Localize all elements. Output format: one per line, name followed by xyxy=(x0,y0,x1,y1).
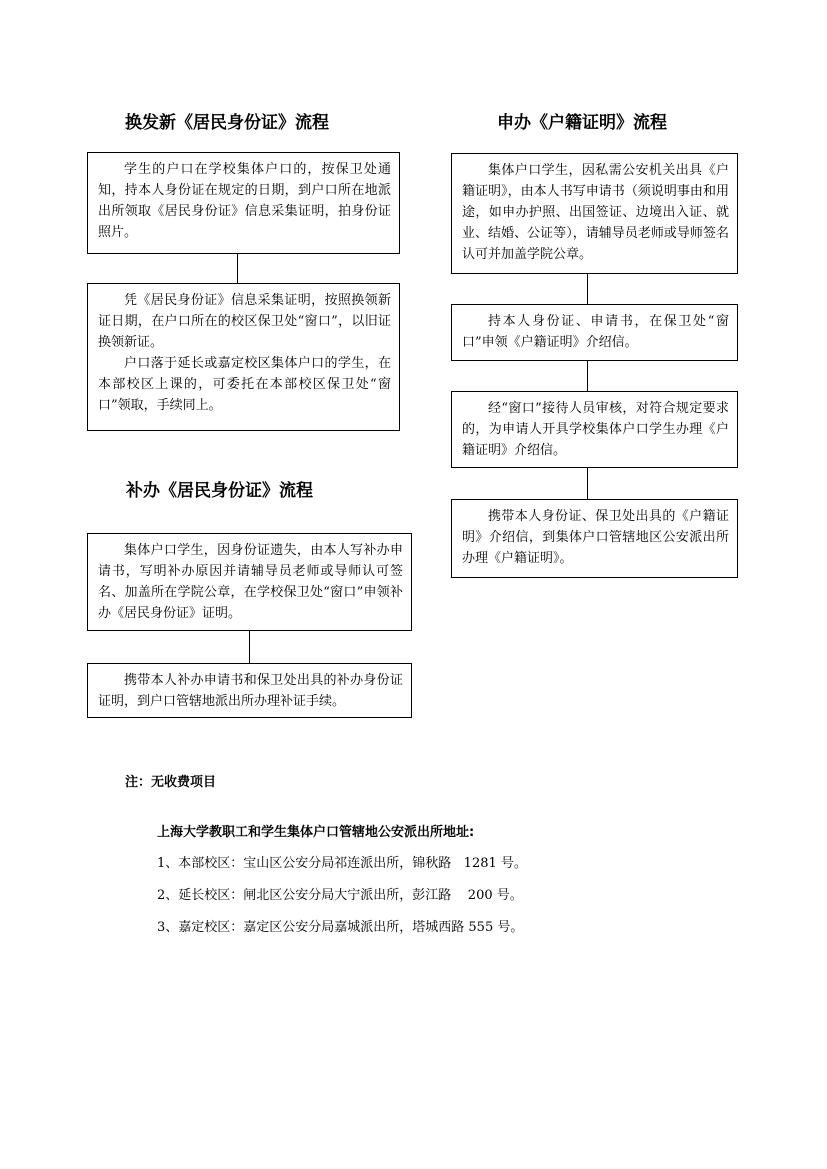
household-step-3 xyxy=(451,391,738,468)
renew-id-step-2-text-b: 户口落于延长或嘉定校区集体户口的学生，在本部校区上课的，可委托在本部校区保卫处“窗口”领取，手续同上。 xyxy=(98,356,391,413)
renew-id-step-2 xyxy=(87,283,400,431)
renew-id-title: 换发新《居民身份证》流程 xyxy=(125,113,329,133)
address-line-3: 3、嘉定校区：嘉定区公安分局嘉城派出所，塔城西路 555 号。 xyxy=(157,920,524,935)
address-line-1: 1、本部校区：宝山区公安分局祁连派出所，锦秋路 1281 号。 xyxy=(157,856,527,871)
fee-note: 注：无收费项目 xyxy=(125,775,217,790)
address-heading: 上海大学教职工和学生集体户口管辖地公安派出所地址: xyxy=(157,825,475,840)
reissue-id-step-2 xyxy=(87,663,412,718)
renew-id-step-2-text-a: 凭《居民身份证》信息采集证明，按照换领新证日期，在户口所在的校区保卫处“窗口”，以旧证换领新证。 xyxy=(98,293,391,350)
household-step-2-text: 持本人身份证、申请书，在保卫处“窗口”申领《户籍证明》介绍信。 xyxy=(462,314,729,350)
connector-line xyxy=(237,254,238,283)
reissue-id-step-2-text: 携带本人补办申请书和保卫处出具的补办身份证证明，到户口管辖地派出所办理补证手续。 xyxy=(98,673,403,709)
connector-line xyxy=(587,468,588,499)
household-step-2 xyxy=(451,304,738,361)
household-step-4 xyxy=(451,499,738,578)
reissue-id-step-1 xyxy=(87,533,412,631)
household-cert-title: 申办《户籍证明》流程 xyxy=(497,113,667,133)
connector-line xyxy=(587,274,588,304)
renew-id-step-1-text: 学生的户口在学校集体户口的，按保卫处通知，持本人身份证在规定的日期，到户口所在地派出所领取《居民身份证》信息采集证明，拍身份证照片。 xyxy=(98,162,391,240)
household-step-1 xyxy=(451,153,738,274)
connector-line xyxy=(587,361,588,391)
connector-line xyxy=(249,631,250,663)
household-step-4-text: 携带本人身份证、保卫处出具的《户籍证明》介绍信，到集体户口管辖地区公安派出所办理《户籍证明》。 xyxy=(462,509,729,566)
renew-id-step-1 xyxy=(87,152,400,254)
household-step-1-text: 集体户口学生，因私需公安机关出具《户籍证明》，由本人书写申请书（须说明事由和用途，如申办护照、出国签证、边境出入证、就业、结婚、公证等），请辅导员老师或导师签名认可并加盖学院公章。 xyxy=(462,163,729,262)
address-line-2: 2、延长校区：闸北区公安分局大宁派出所，彭江路 200 号。 xyxy=(157,888,523,903)
reissue-id-step-1-text: 集体户口学生，因身份证遗失，由本人写补办申请书，写明补办原因并请辅导员老师或导师认可签名、加盖所在学院公章，在学校保卫处“窗口”申领补办《居民身份证》证明。 xyxy=(98,543,403,621)
household-step-3-text: 经“窗口”接待人员审核，对符合规定要求的，为申请人开具学校集体户口学生办理《户籍证明》介绍信。 xyxy=(462,401,729,458)
reissue-id-title: 补办《居民身份证》流程 xyxy=(126,481,313,501)
